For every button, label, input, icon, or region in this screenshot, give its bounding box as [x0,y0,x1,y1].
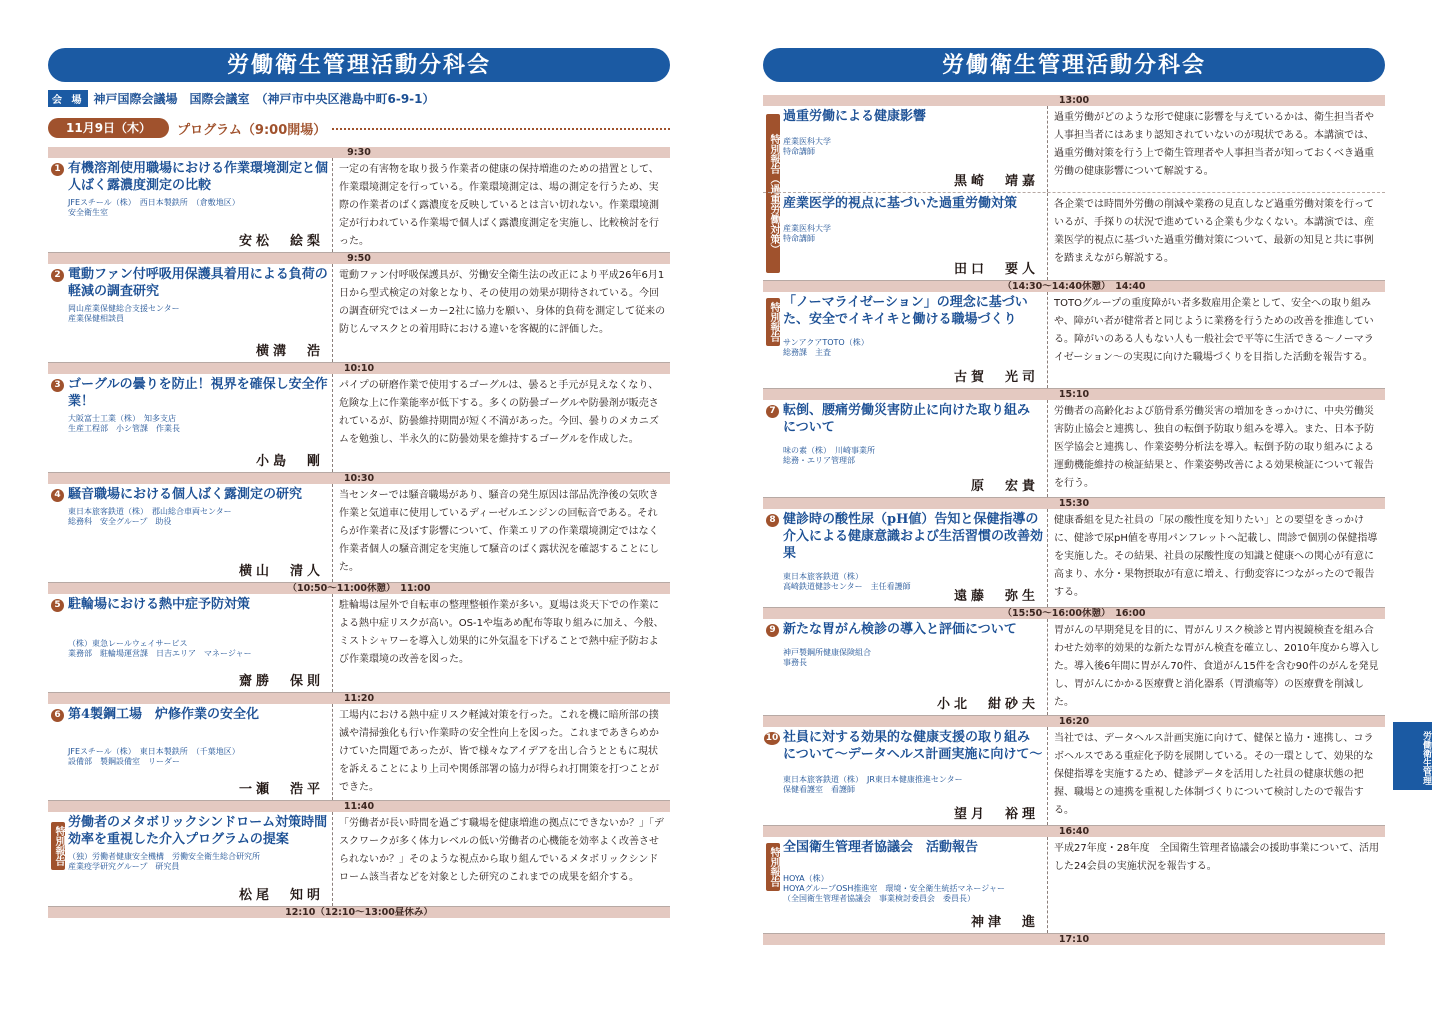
talk-description: 電動ファン付呼吸保護具が、労働安全衛生法の改正により平成26年6月1日から型式検定の対象となり、その使用の効果が期待されている。今回の調査研究ではメーカー2社に協力を願い、身体的負荷を測定して従来の防じんマスクとの着用時における違いを客観的に評価した。 [339,270,666,335]
affiliation-note: （全国衛生管理者協議会 事業検討委員会 委員長） [783,894,975,903]
affiliation-role: 産業保健相談員 [68,314,124,323]
session-row [763,837,1385,934]
affiliation-role: 事務長 [783,658,807,667]
talk-title: 全国衛生管理者協議会 活動報告 [783,840,979,855]
affiliation: 大阪富士工業（株） 知多支店 [68,414,176,423]
talk-title: 騒音職場における個人ばく露測定の研究 [68,487,303,502]
affiliation-role: 保健看護室 看護師 [783,785,855,794]
presenter-name: 原 宏貴 [970,479,1039,494]
affiliation: 東日本旅客鉄道（株） JR東日本健康推進センター [783,775,963,784]
special-report-label: 特別報告 [766,843,780,891]
presenter-name: 神津 進 [970,915,1039,930]
talk-title: ゴーグルの曇りを防止！視界を確保し安全作業！ [68,377,328,409]
affiliation-role: 特命講師 [783,147,815,156]
special-report-label: 特別報告 [51,822,65,870]
affiliation-role: 設備部 製鋼設備室 リーダー [68,757,180,766]
session-row [48,594,670,693]
talk-title: 第4製鋼工場 炉修作業の安全化 [68,707,260,722]
session-row [763,727,1385,826]
presenter-name: 横山 清人 [238,564,324,579]
session-number: 6 [51,709,64,722]
time-bar: 13:00 [763,95,1385,106]
special-report-label: 特別報告 [766,298,780,346]
talk-description: 当社では、データヘルス計画実施に向けて、健保と協力・連携し、コラボヘルスである重症化予防を展開している。その一環として、効果的な保健指導を実施するため、健診データを活用した社員の健康状態の把握、職場との連携を重視した体制づくりについて検討したので報告する。 [1054,733,1374,816]
affiliation: （独）労働者健康安全機構 労働安全衛生総合研究所 [68,852,260,861]
affiliation: JFEスチール（株） 西日本製鉄所 （倉敷地区） [68,198,240,207]
affiliation-role: 産業疫学研究グループ 研究員 [68,862,180,871]
program-header [48,117,670,139]
talk-title: 新たな胃がん検診の導入と評価について [783,622,1017,637]
dotted-divider [332,128,670,130]
session-row [48,812,670,907]
talk-title: 「ノーマライゼーション」の理念に基づいた、安全でイキイキと働ける職場づくり [783,295,1028,327]
time-bar: 10:10 [48,363,670,374]
session-row [763,292,1385,389]
session-number: 4 [51,489,64,502]
left-page [48,0,670,918]
talk-title: 産業医学的視点に基づいた過重労働対策 [783,196,1018,211]
talk-description: パイプの研磨作業で使用するゴーグルは、曇ると手元が見えなくなり、危険な上に作業能率が低下する。多くの防曇ゴーグルや防曇剤が販売されているが、防曇維持期間が短く不満があった。今回、曇りのメカニズムを勉強し、半永久的に防曇効果を維持するゴーグルを作成した。 [339,380,659,445]
talk-description: 平成27年度・28年度 全国衛生管理者協議会の援助事業について、活用した24会員の実施状況を報告する。 [1054,843,1380,872]
time-bar: 15:10 [763,389,1385,400]
presenter-name: 田口 要人 [953,262,1039,277]
affiliation: サンアクアTOTO（株） [783,338,869,347]
talk-title: 労働者のメタボリックシンドローム対策時間効率を重視した介入プログラムの提案 [68,815,328,847]
presenter-name: 齋勝 保則 [238,674,324,689]
talk-title: 過重労働による健康影響 [783,109,927,124]
session-row [48,264,670,363]
affiliation: HOYA（株） [783,874,829,883]
session-number: 1 [51,163,64,176]
session-number: 2 [51,269,64,282]
talk-description: 「労働者が長い時間を過ごす職場を健康増進の拠点にできないか？」「デスクワークが多く体力レベルの低い労働者の心機能を効率よく改善させられないか？」そのような視点から取り組んでいるメタボリックシンドローム該当者などを対象とした研究のこれまでの成果を紹介する。 [339,818,664,883]
session-number: 8 [766,514,779,527]
time-bar: （14:30〜14:40休憩） 14:40 [763,281,1385,292]
session-row [48,484,670,583]
presenter-name: 古賀 光司 [953,370,1039,385]
special-report-label: 特別報告（過重労働対策） [766,114,780,273]
session-number: 3 [51,379,64,392]
venue-text: 神戸国際会議場 国際会議室 （神戸市中央区港島中町6-9-1） [93,91,435,106]
session-row [763,619,1385,716]
affiliation-role: 安全衛生室 [68,208,108,217]
talk-title: 転倒、腰痛労働災害防止に向けた取り組みについて [783,403,1031,435]
talk-title: 駐輪場における熱中症予防対策 [68,597,251,612]
talk-title: 電動ファン付呼吸用保護具着用による負荷の軽減の調査研究 [68,267,328,299]
time-bar: 16:20 [763,716,1385,727]
affiliation-role: 総務・エリア管理部 [783,456,855,465]
session-row [763,193,1385,281]
affiliation-role: 総務科 安全グループ 助役 [68,517,172,526]
time-bar: （10:50〜11:00休憩） 11:00 [48,583,670,594]
talk-description: TOTOグループの重度障がい者多数雇用企業として、安全への取り組みや、障がい者が健常者と同じように業務を行うための改善を推進している。障がいのある人もない人も一般社会で平等に生活できる〜ノーマライゼーション〜の実現に向けた職場づくりを目指した活動を報告する。 [1054,298,1374,363]
affiliation-role: 高崎鉄道健診センター 主任看護師 [783,582,911,591]
affiliation: （株）東急レールウェイサービス [68,639,188,648]
talk-title: 有機溶剤使用職場における作業環境測定と個人ばく露濃度測定の比較 [68,161,329,193]
presenter-name: 横溝 浩 [255,344,324,359]
talk-title: 社員に対する効果的な健康支援の取り組みについて〜データヘルス計画実施に向けて〜 [783,730,1043,762]
talk-description: 工場内における熱中症リスク軽減対策を行った。これを機に暗所部の撲滅や清掃強化も行い作業時の安全性向上を図った。これまであきらめかけていた問題であったが、皆で様々なアイデアを出し合うとともに現状を訴えることにより上司や関係部署の協力が得られ打開策を打つことができた。 [339,710,659,793]
affiliation: 神戸製鋼所健康保険組合 [783,648,871,657]
talk-title: 健診時の酸性尿（pH値）告知と保健指導の介入による健康意識および生活習慣の改善効果 [783,512,1044,561]
affiliation: 味の素（株） 川崎事業所 [783,446,875,455]
right-page [763,0,1385,945]
affiliation: 東日本旅客鉄道（株） 郡山総合車両センター [68,507,232,516]
section-side-tab: 労働衛生管理 [1393,722,1432,790]
affiliation: JFEスチール（株） 東日本製鉄所 （千葉地区） [68,747,240,756]
time-bar: 12:10（12:10〜13:00昼休み） [48,907,670,918]
session-row [48,158,670,253]
session-number: 10 [765,733,779,743]
talk-description: 健康番組を見た社員の「尿の酸性度を知りたい」との要望をきっかけに、健診で尿pH値を専用パンフレットへ記載し、問診で個別の保健指導を実施した。その結果、社員の尿酸性度の知識と健康への関心が有意に高まり、水分・果物摂取が有意に増え、行動変容につながったので報告する。 [1054,515,1378,598]
affiliation-role: 総務課 主査 [783,348,831,357]
presenter-name: 松尾 知明 [238,888,324,903]
session-row [48,704,670,801]
time-bar: 17:10 [763,934,1385,945]
session-number: 9 [766,624,779,637]
session-row [48,374,670,473]
special-report-group [763,106,1385,281]
page-title: 労働衛生管理活動分科会 [48,48,670,82]
session-row [763,509,1385,608]
presenter-name: 安松 絵梨 [238,234,324,249]
presenter-name: 黒崎 靖嘉 [953,174,1039,189]
time-bar: （15:50〜16:00休憩） 16:00 [763,608,1385,619]
time-bar: 16:40 [763,826,1385,837]
time-bar: 10:30 [48,473,670,484]
affiliation-role: 特命講師 [783,234,815,243]
talk-description: 駐輪場は屋外で自転車の整理整頓作業が多い。夏場は炎天下での作業による熱中症リスクが高い。OS-1や塩あめ配布等取り組みに加え、今般、ミストシャワーを導入し効果的に外気温を下げることで熱中症予防および作業環境の改善を図った。 [339,600,664,665]
program-label: プログラム（9:00開場） [177,122,327,138]
presenter-name: 小島 剛 [255,454,324,469]
session-row [763,106,1385,193]
session-row [763,400,1385,498]
affiliation: 産業医科大学 [783,224,831,233]
affiliation: 東日本旅客鉄道（株） [783,572,863,581]
time-bar: 9:30 [48,147,670,158]
venue-row [48,89,670,107]
time-bar: 9:50 [48,253,670,264]
affiliation-role: HOYAグループOSH推進室 環境・安全衛生統括マネージャー [783,884,1006,893]
time-bar: 11:20 [48,693,670,704]
time-bar: 11:40 [48,801,670,812]
time-bar: 15:30 [763,498,1385,509]
session-number: 5 [51,599,64,612]
presenter-name: 遠藤 弥生 [953,589,1039,604]
affiliation-role: 生産工程部 小シ管課 作業長 [68,424,180,433]
page-title: 労働衛生管理活動分科会 [763,48,1385,82]
venue-badge: 会 場 [48,90,88,107]
talk-description: 胃がんの早期発見を目的に、胃がんリスク検診と胃内視鏡検査を組み合わせた効率的効果的な新たな胃がん検査を確立し、2010年度から導入した。導入後6年間に胃がん70件、食道がん15件を含む90件のがんを発見し、胃がんにかかる医療費と消化器系（胃潰瘍等）の医療費を削減した。 [1054,625,1380,708]
presenter-name: 望月 裕理 [953,807,1039,822]
presenter-name: 一瀬 浩平 [238,782,324,797]
talk-description: 各企業では時間外労働の削減や業務の見直しなど過重労働対策を行っているが、手探りの状況で進めている企業も少なくない。本講演では、産業医学的視点に基づいた過重労働対策について、最新の知見と共に事例を踏まえながら解説する。 [1054,199,1374,264]
affiliation-role: 業務部 駐輪場運営課 日吉エリア マネージャー [68,649,252,658]
talk-description: 過重労働がどのような形で健康に影響を与えているかは、衛生担当者や人事担当者にはあまり認知されていないのが現状である。本講演では、過重労働対策を行う上で衛生管理者や人事担当者が知っておくべき過重労働の健康影響について解説する。 [1054,112,1374,177]
affiliation: 産業医科大学 [783,137,831,146]
affiliation: 岡山産業保健総合支援センター [68,304,180,313]
session-number: 7 [766,405,779,418]
talk-description: 労働者の高齢化および筋骨系労働災害の増加をきっかけに、中央労働災害防止協会と連携し、独自の転倒予防取り組みを導入。また、日本予防医学協会と連携し、作業姿勢分析法を導入。転倒予防の取り組みによる運動機能維持の検証結果と、作業姿勢改善による効果検証について報告を行う。 [1054,406,1374,489]
talk-description: 当センターでは騒音職場があり、騒音の発生原因は部品洗浄後の気吹き作業と気道車に使用しているディーゼルエンジンの回転音である。それらが作業者に及ぼす影響について、作業エリアの作業環境測定ではなく作業者個人の騒音測定を実施して騒音のばく露状況を確認することにした。 [339,490,659,573]
presenter-name: 小北 紺砂夫 [936,697,1039,712]
date-badge: 11月9日（木） [48,118,169,138]
talk-description: 一定の有害物を取り扱う作業者の健康の保持増進のための措置として、作業環境測定を行っている。作業環境測定は、場の測定を行うため、実際の作業者のばく露濃度を反映しているとは言い切れない。作業環境測定が行われている作業場で個人ばく露濃度測定を実施し、比較検討を行った。 [339,164,659,247]
